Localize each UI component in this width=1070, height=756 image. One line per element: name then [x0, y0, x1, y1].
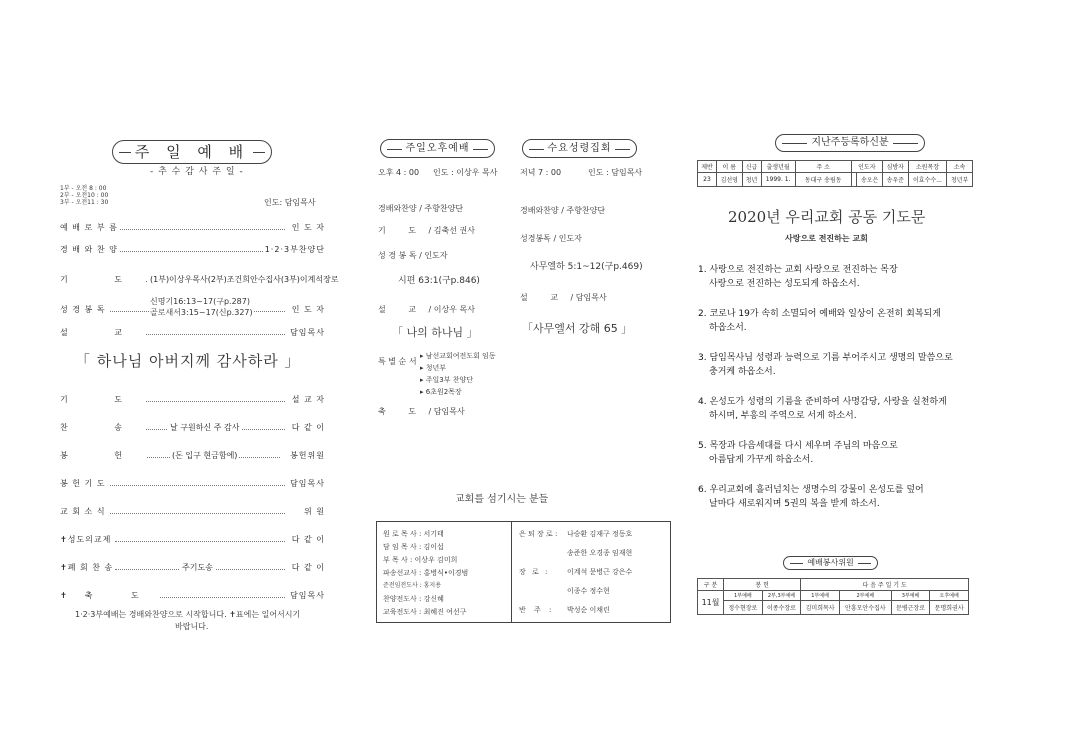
order-right: 1·2·3부찬양단	[264, 245, 325, 254]
pm-special-4: ▸ 6초원2목장	[420, 388, 462, 396]
order2-row-fellowship	[60, 534, 325, 546]
prayer-line: 사랑으로 전진하는 성도되게 하옵소서.	[709, 279, 860, 289]
newcomer-header: 소속	[947, 161, 973, 173]
staff-right-1-value: 송준한 오경종 임재현	[567, 549, 633, 557]
order-row-prayer	[60, 274, 339, 286]
staff-left-2: 부 목 사 : 이상우 김미희	[383, 556, 458, 564]
service-subheader: 오후예배	[930, 591, 969, 601]
newcomer-header: 제반	[698, 161, 717, 173]
prayer-line: 6. 우리교회에 흘러넘치는 생명수의 강물이 온성도를 덮어	[698, 485, 924, 495]
wednesday-service-title-text: 수요성령집회	[544, 143, 616, 154]
order-mid: (1부)이상우목사(2부)조건희안수집사(3부)이계석장로	[150, 275, 339, 284]
service-header: 구 분	[698, 579, 724, 591]
newcomer-cell: 송오은	[857, 173, 883, 187]
order2-row-news	[60, 506, 325, 518]
order-right: 다 같 이	[291, 423, 325, 432]
pm-scripture: 시편 63:1(구p.846)	[398, 276, 480, 286]
staff-left-3: 파송선교사 : 홍병식•이경범	[383, 569, 469, 577]
service-cell: 문명희권사	[930, 601, 969, 615]
prayer-line: 5. 목장과 다음세대를 다시 세우며 주님의 마음으로	[698, 441, 898, 451]
service-subheader-row	[698, 591, 969, 601]
newcomer-header: 이 름	[716, 161, 742, 173]
wed-item-value: / 담임목사	[570, 293, 607, 302]
pm-sermon-title: 「 나의 하나님 」	[392, 326, 478, 339]
service-row	[698, 601, 969, 615]
staff-right-4-label: 반 주 :	[519, 606, 555, 614]
newcomer-cell: 동대구 송림동	[795, 173, 851, 187]
pm-item-label: 특 별 순 서	[378, 357, 417, 366]
order-right: 다 같 이	[291, 563, 325, 572]
staff-left-5: 찬양전도사 : 강신혜	[383, 595, 444, 603]
newcomer-header: 심방자	[882, 161, 908, 173]
pm-item-praise	[378, 204, 463, 214]
scripture-1: 신명기16:13~17(구p.287)	[150, 297, 250, 306]
wed-item-value: / 주향찬양단	[561, 206, 606, 215]
order-mid: 주기도송	[182, 563, 213, 572]
service-subheader: 1부예배	[801, 591, 840, 601]
prayer-item-6	[698, 483, 924, 511]
pm-item-benediction	[378, 407, 465, 417]
afternoon-service-title-text: 주일오후예배	[402, 143, 474, 154]
service-header-row	[698, 579, 969, 591]
wed-leader: 인도 : 담임목사	[588, 168, 643, 177]
order-label: 봉 헌 기 도	[60, 479, 106, 488]
service-committee-title	[783, 556, 878, 570]
wed-item-sermon	[520, 293, 607, 303]
newcomer-header: 신급	[742, 161, 761, 173]
pm-item-label: 축 도	[378, 407, 426, 416]
newcomer-header-row	[698, 161, 973, 173]
newcomer-cell: 송우준	[882, 173, 908, 187]
wed-item-value: / 인도자	[553, 234, 582, 243]
staff-title: 교회를 섬기시는 분들	[455, 494, 549, 505]
order-label: 경 배 와 찬 양	[60, 245, 118, 254]
service-cell: 안흥모안수집사	[839, 601, 891, 615]
order-row-praise	[60, 244, 325, 256]
prayer-line: 하시며, 부흥의 주역으로 서게 하소서.	[709, 411, 857, 421]
sunday-service-title	[112, 140, 272, 164]
wed-time: 저녁 7 : 00	[520, 168, 562, 177]
newcomer-cell: 1999. 1.	[761, 173, 795, 187]
newcomer-cell: 이효수수...	[908, 173, 947, 187]
order-row-sermon	[60, 327, 325, 339]
prayer-item-3	[698, 351, 953, 379]
staff-right-3-value: 이종수 정수현	[567, 587, 610, 595]
prayer-line: 4. 온성도가 성령의 기름을 준비하여 사명감당, 사랑을 실천하게	[698, 397, 947, 407]
order-right: 담임목사	[290, 328, 325, 337]
pm-item-reading	[378, 251, 448, 261]
service-header: 다 음 주 일 기 도	[801, 579, 969, 591]
order-label: ✝축 도	[60, 591, 157, 600]
newcomer-cell: 23	[698, 173, 717, 187]
newcomer-header: 출생년월	[761, 161, 795, 173]
pm-time: 오후 4 : 00	[378, 168, 420, 177]
wednesday-service-title	[522, 139, 637, 158]
service-month: 11월	[698, 591, 724, 615]
pm-item-value: / 김축선 권사	[428, 226, 475, 235]
newcomer-cell: 청년	[742, 173, 761, 187]
service-leader: 인도: 담임목사	[264, 198, 316, 207]
newcomer-header: 소원목장	[908, 161, 947, 173]
order-right: 담임목사	[290, 479, 325, 488]
prayer-subtitle: 사랑으로 전진하는 교회	[785, 234, 868, 243]
order-label: 설 교	[60, 328, 144, 337]
staff-left-4: 준전임전도사 : 홍지용	[383, 582, 442, 589]
pm-special-1: ▸ 남선교회여전도회 임동	[420, 352, 496, 360]
staff-right-2-value: 이계석 문병근 강은수	[567, 568, 633, 576]
service-cell: 이종수장로	[762, 601, 801, 615]
prayer-line: 날마다 새로워지며 5권의 복을 받게 하소서.	[709, 499, 880, 509]
newcomer-header: 주 소	[795, 161, 851, 173]
wed-item-praise	[520, 206, 605, 216]
prayer-item-1	[698, 263, 898, 291]
pm-item-label: 설 교	[378, 305, 426, 314]
newcomer-row	[698, 173, 973, 187]
service-time-3: 3부 - 오전11 : 30	[60, 199, 109, 206]
order-label: ✝성도의교제	[60, 535, 112, 544]
sunday-service-subtitle: - 추 수 감 사 주 일 -	[150, 167, 244, 177]
wed-item-reading	[520, 234, 582, 244]
order-right: 다 같 이	[291, 535, 325, 544]
newcomer-title	[775, 134, 925, 152]
pm-item-value: / 이상우 목사	[428, 305, 475, 314]
prayer-line: 2. 코로나 19가 속히 소멸되어 예배와 일상이 온전히 회복되게	[698, 309, 941, 319]
pm-item-prayer	[378, 226, 475, 236]
service-subheader: 1부예배	[724, 591, 763, 601]
order-right: 인 도 자	[291, 223, 325, 232]
service-header: 봉 헌	[724, 579, 801, 591]
service-subheader: 3부예배	[891, 591, 930, 601]
order-right: 설 교 자	[291, 395, 325, 404]
order-row-call	[60, 222, 325, 234]
order-label: 예 배 로 부 름	[60, 223, 118, 232]
order2-row-offering	[60, 450, 325, 462]
order-right: 인 도 자	[291, 305, 325, 314]
pm-item-label: 기 도	[378, 226, 426, 235]
service-cell: 김미희목사	[801, 601, 840, 615]
order-mid: (돈 입구 현금함에)	[172, 451, 238, 460]
staff-right-0-value: 나승환 김재구 정동호	[567, 530, 633, 538]
prayer-line: 아름답게 가꾸게 하옵소서.	[709, 455, 814, 465]
order-label: 성 경 봉 독	[60, 305, 106, 314]
staff-left-1: 담 임 목 사 : 김이섭	[383, 543, 444, 551]
service-committee-title-text: 예배봉사위원	[803, 558, 857, 567]
pm-special-2: ▸ 청년부	[420, 364, 447, 372]
order-label: 기 도	[60, 275, 144, 284]
pm-item-value: / 주향찬양단	[419, 204, 464, 213]
order-label: 기 도	[60, 395, 144, 404]
pm-item-value: / 인도자	[419, 251, 448, 260]
wed-scripture: 사무엘하 5:1~12(구p.469)	[530, 262, 643, 272]
order-right: 봉헌위원	[290, 451, 325, 460]
prayer-line: 1. 사랑으로 전진하는 교회 사랑으로 전진하는 목장	[698, 265, 898, 275]
sunday-service-title-text: 주 일 예 배	[131, 143, 253, 161]
pm-item-label: 경배와찬양	[378, 204, 417, 213]
staff-right-2-label: 장 로 :	[519, 568, 550, 576]
service-subheader: 2부예배	[839, 591, 891, 601]
pm-item-sermon	[378, 305, 475, 315]
pm-item-special	[378, 357, 417, 367]
service-committee-table	[697, 578, 969, 615]
order2-row-hymn	[60, 422, 325, 434]
footnote-line-1: 1·2·3부예배는 경배와찬양으로 시작합니다. ✝표에는 일어서시기	[75, 610, 301, 619]
order-label: 찬 송	[60, 423, 144, 432]
prayer-line: 하옵소서.	[709, 323, 747, 333]
pm-special-3: ▸ 주일3부 찬양단	[420, 376, 473, 384]
newcomer-cell: 청년부	[947, 173, 973, 187]
newcomer-title-text: 지난주등록하신분	[807, 137, 892, 148]
pm-leader: 인도 : 이상우 목사	[433, 168, 498, 177]
service-cell: 문병근장로	[891, 601, 930, 615]
sermon-title: 「 하나님 아버지께 감사하라 」	[75, 352, 301, 370]
order-label: 교 회 소 식	[60, 507, 106, 516]
prayer-line: 3. 담임목사님 성령과 능력으로 기름 부어주시고 생명의 말씀으로	[698, 353, 953, 363]
prayer-item-5	[698, 439, 898, 467]
service-cell: 정수현장로	[724, 601, 763, 615]
staff-left-6: 교육전도사 : 최혜진 여선구	[383, 608, 467, 616]
pm-item-value: / 담임목사	[428, 407, 465, 416]
wed-item-label: 경배와찬양	[520, 206, 559, 215]
order2-row-offering-prayer	[60, 478, 325, 490]
staff-box	[376, 521, 671, 623]
staff-left-0: 원 로 목 사 : 서기태	[383, 530, 444, 538]
service-time-1: 1부 - 오전 8 : 00	[60, 185, 107, 192]
order-right: 담임목사	[290, 591, 325, 600]
prayer-line: 충거케 하옵소서.	[709, 367, 776, 377]
pm-item-label: 성 경 봉 독	[378, 251, 417, 260]
footnote-line-2: 바랍니다.	[175, 622, 209, 631]
order2-row-prayer	[60, 394, 325, 406]
service-subheader: 2부,3부예배	[762, 591, 801, 601]
afternoon-service-title	[380, 139, 495, 158]
service-time-2: 2부 - 오전10 : 00	[60, 192, 109, 199]
order-mid: 날 구원하신 주 감사	[170, 423, 240, 432]
wed-sermon-title: 「사무엘서 강해 65 」	[522, 322, 633, 335]
order-label: 봉 헌	[60, 451, 144, 460]
scripture-2: 골로새서3:15~17(신p.327)	[150, 308, 253, 317]
prayer-title: 2020년 우리교회 공동 기도문	[728, 208, 926, 226]
prayer-item-2	[698, 307, 941, 335]
prayer-item-4	[698, 395, 947, 423]
newcomer-header: 인도자	[851, 161, 882, 173]
staff-right-4-value: 박성순 이채린	[567, 606, 610, 614]
order2-row-closing-hymn	[60, 562, 325, 574]
newcomer-table	[697, 160, 973, 187]
wed-item-label: 성경봉독	[520, 234, 551, 243]
order-label: ✝폐 회 찬 송	[60, 563, 114, 572]
order2-row-benediction	[60, 590, 325, 602]
newcomer-cell: 김선영	[716, 173, 742, 187]
order-right: 위 원	[304, 507, 325, 516]
staff-right-0-label: 은 퇴 장 로 :	[519, 530, 558, 538]
wed-item-label: 설 교	[520, 293, 568, 302]
